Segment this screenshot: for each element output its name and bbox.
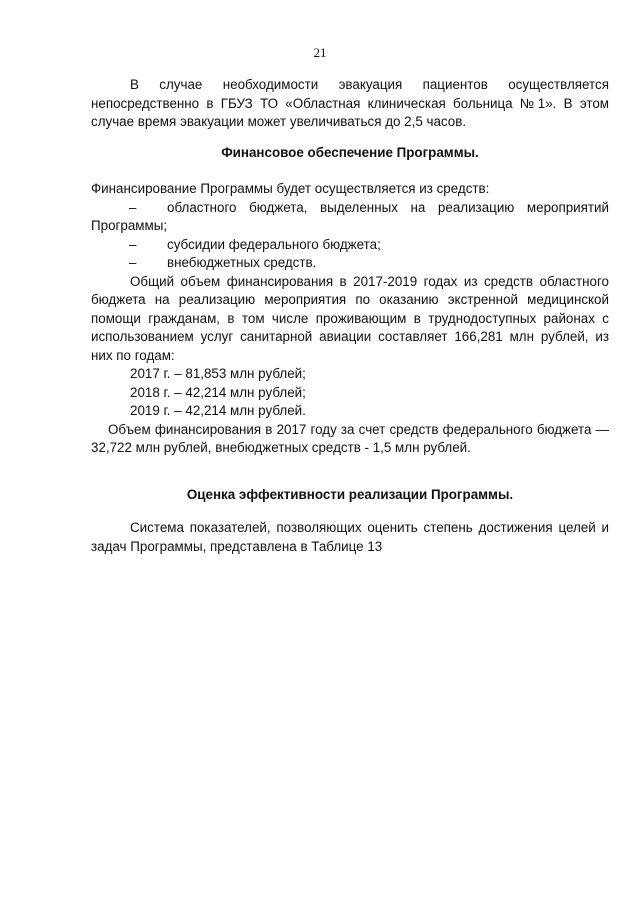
funding-source-item (91, 254, 609, 273)
year-amount-2019: 2019 г. – 42,214 млн рублей. (130, 403, 306, 418)
funding-source-text-extrabudget: внебюджетных средств. (167, 255, 317, 270)
dash-bullet: – (129, 199, 137, 215)
total-financing-paragraph: Общий объем финансирования в 2017-2019 годах из средств областного бюджета на реализацию мероприятия по оказанию экстренной медицинской помощи гражданам, в том числе проживающим в труднодоступных районах с использованием услуг санитарной авиации составляет 166,281 млн рублей, из них по годам: (91, 273, 609, 363)
finance-section (91, 180, 609, 458)
funding-source-text-regional: областного бюджета, выделенных на реализацию мероприятий Программы; (91, 199, 609, 233)
finance-heading: Финансовое обеспечение Программы. (221, 145, 479, 160)
dash-bullet: – (129, 255, 137, 270)
year-amount-2018: 2018 г. – 42,214 млн рублей; (130, 384, 306, 400)
funding-source-item (91, 236, 609, 255)
funding-source-text-federal: субсидии федерального бюджета; (167, 236, 381, 252)
year-amount-2017: 2017 г. – 81,853 млн рублей; (130, 366, 306, 381)
dash-bullet: – (129, 236, 137, 252)
efficiency-paragraph: Система показателей, позволяющих оценить степень достижения целей и задач Программы, представлена в Таблице 13 (91, 520, 609, 554)
evacuation-paragraph: В случае необходимости эвакуация пациентов осуществляется непосредственно в ГБУЗ ТО «Областная клиническая больница №1». В этом случае время эвакуации может увеличиваться до 2,5 часов. (91, 77, 609, 129)
page-number: 21 (313, 45, 327, 60)
efficiency-heading: Оценка эффективности реализации Программы. (186, 487, 514, 502)
federal-financing-paragraph: Объем финансирования в 2017 году за счет средств федерального бюджета — 32,722 млн рублей, внебюджетных средств - 1,5 млн рублей. (91, 421, 609, 455)
finance-intro: Финансирование Программы будет осуществляется из средств: (91, 181, 490, 196)
